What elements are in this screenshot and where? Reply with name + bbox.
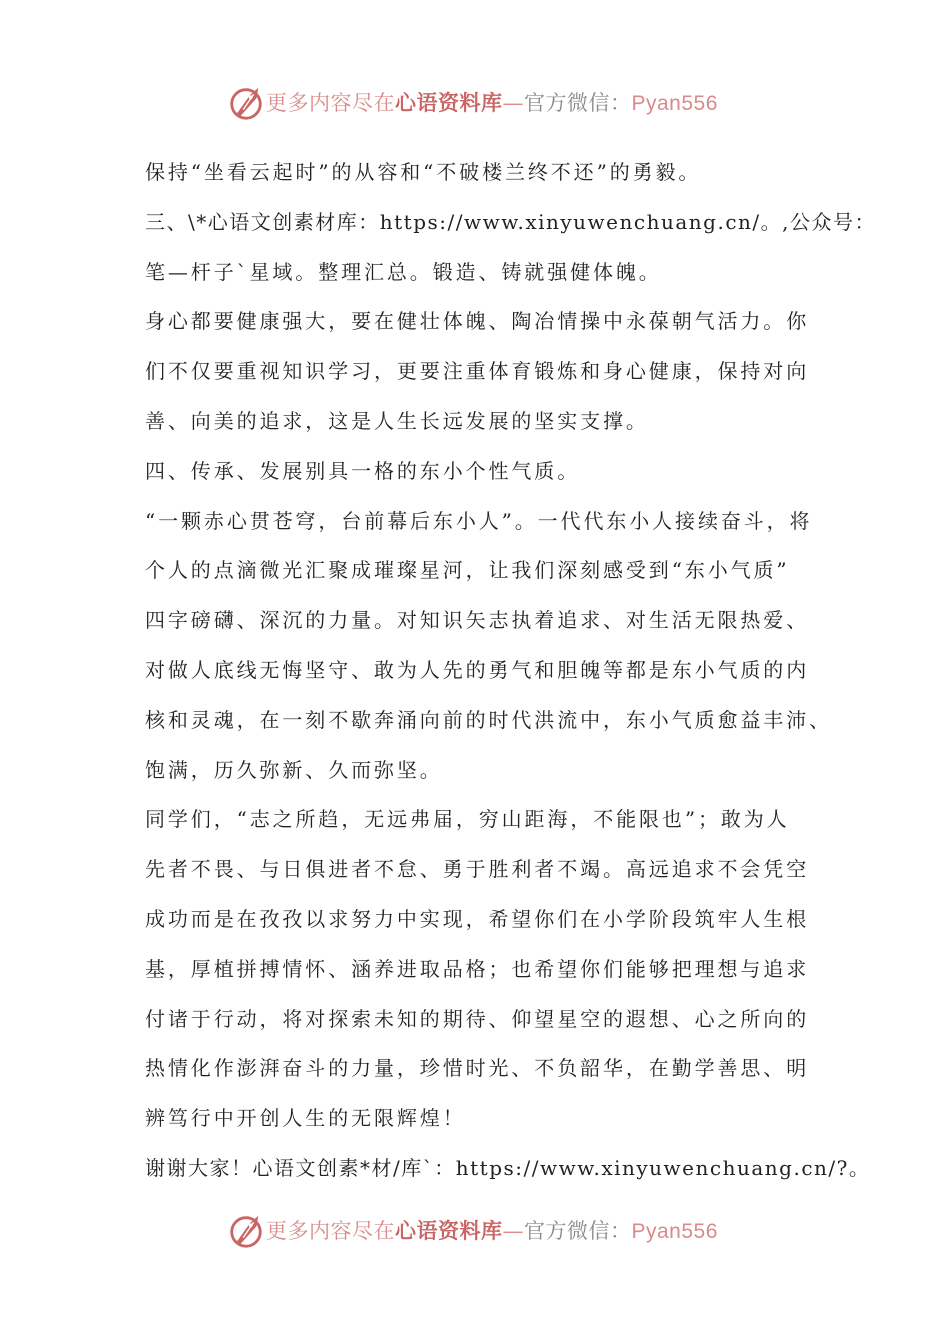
banner-highlight: 心语资料库 bbox=[395, 1218, 503, 1243]
body-line: 们不仅要重视知识学习，更要注重体育锻炼和身心健康，保持对向 bbox=[145, 359, 810, 384]
body-line: 同学们，“志之所趋，无远弗届，穷山距海，不能限也”；敢为人 bbox=[145, 807, 790, 832]
body-line: 笔—杆子`星域。整理汇总。锻造、铸就强健体魄。 bbox=[145, 259, 662, 284]
banner-prefix: 更多内容尽在 bbox=[266, 1219, 395, 1243]
body-line: 对做人底线无悔坚守、敢为人先的勇气和胆魄等都是东小气质的内 bbox=[145, 657, 810, 682]
pen-nib-in-circle-icon bbox=[227, 1212, 265, 1250]
body-line: 先者不畏、与日俱进者不怠、勇于胜利者不竭。高远追求不会凭空 bbox=[145, 857, 810, 882]
body-line: 基，厚植拼搏情怀、涵养进取品格；也希望你们能够把理想与追求 bbox=[145, 956, 810, 981]
banner-dash: — bbox=[502, 91, 524, 115]
banner-prefix: 更多内容尽在 bbox=[266, 91, 395, 115]
body-line: 饱满，历久弥新、久而弥坚。 bbox=[145, 757, 443, 782]
document-body bbox=[145, 148, 876, 1194]
banner-wechat-id: Pyan556 bbox=[631, 1220, 718, 1243]
body-line: 谢谢大家！心语文创素*材/库`：https://www.xinyuwenchuang.cn/?。 bbox=[145, 1155, 871, 1180]
banner-wechat-id: Pyan556 bbox=[631, 92, 718, 115]
body-line: 成功而是在孜孜以求努力中实现，希望你们在小学阶段筑牢人生根 bbox=[145, 906, 810, 931]
banner-wechat-label: 官方微信： bbox=[524, 91, 632, 115]
banner-dash: — bbox=[502, 1219, 524, 1243]
body-line: 四字磅礴、深沉的力量。对知识矢志执着追求、对生活无限热爱、 bbox=[145, 608, 810, 633]
banner-text bbox=[266, 1216, 718, 1247]
body-line: 身心都要健康强大，要在健壮体魄、陶冶情操中永葆朝气活力。你 bbox=[145, 309, 810, 334]
body-line: “一颗赤心贯苍穹，台前幕后东小人”。一代代东小人接续奋斗，将 bbox=[145, 508, 813, 533]
body-line: 热情化作澎湃奋斗的力量，珍惜时光、不负韶华，在勤学善思、明 bbox=[145, 1056, 810, 1081]
body-line: 辨笃行中开创人生的无限辉煌！ bbox=[145, 1106, 466, 1131]
banner-highlight: 心语资料库 bbox=[395, 90, 503, 115]
banner-wechat-label: 官方微信： bbox=[524, 1219, 632, 1243]
body-line: 保持“坐看云起时”的从容和“不破楼兰终不还”的勇毅。 bbox=[145, 160, 702, 184]
pen-nib-in-circle-icon bbox=[227, 84, 265, 122]
body-line: 个人的点滴微光汇聚成璀璨星河，让我们深刻感受到“东小气质” bbox=[145, 558, 790, 583]
header-banner bbox=[0, 78, 950, 128]
body-line: 三、\*心语文创素材库：https://www.xinyuwenchuang.cn/。,公众号： bbox=[145, 209, 876, 234]
body-line: 四、传承、发展别具一格的东小个性气质。 bbox=[145, 458, 581, 483]
footer-banner bbox=[0, 1206, 950, 1256]
banner-text bbox=[266, 88, 718, 119]
body-line: 善、向美的追求，这是人生长远发展的坚实支撑。 bbox=[145, 408, 649, 433]
body-line: 付诸于行动，将对探索未知的期待、仰望星空的遐想、心之所向的 bbox=[145, 1006, 810, 1031]
body-line: 核和灵魂，在一刻不歇奔涌向前的时代洪流中，东小气质愈益丰沛、 bbox=[145, 707, 832, 732]
